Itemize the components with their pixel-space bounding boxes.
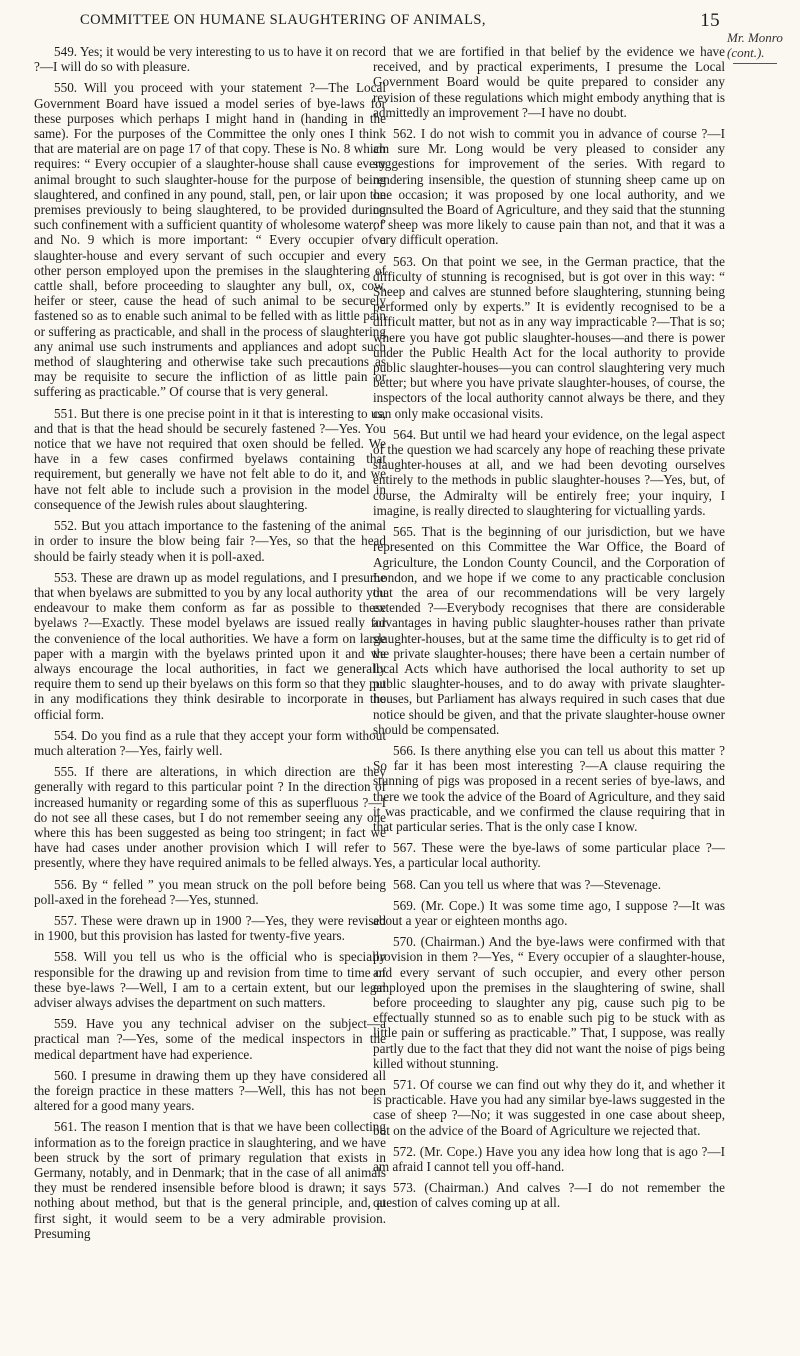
paragraph: that we are fortified in that belief by the evidence we have received, and by practical experiments, I presume the Local Government Board would be quite prepared to consider any revision of these regulations which might embody anything that is admittedly an improvement ?—I have no doubt. xyxy=(373,44,725,120)
paragraph: 554. Do you find as a rule that they accept your form without much alteration ?—Yes, fairly well. xyxy=(34,727,386,758)
left-column xyxy=(34,44,386,1247)
right-column xyxy=(373,44,725,1217)
margin-note xyxy=(727,30,793,64)
paragraph: 558. Will you tell us who is the official who is specially responsible for the drawing up and revision from time to time of these bye-laws ?—Well, I am to a certain extent, but our legal adviser always advises the department on such matters. xyxy=(34,949,386,1010)
paragraph: 562. I do not wish to commit you in advance of course ?—I am sure Mr. Long would be very pleased to consider any suggestions for improvement of the series. With regard to rendering insensible, the question of stunning sheep came up on one occasion; it was proposed by one local authority, and we consulted the Board of Agriculture, and they said that the stunning of sheep was more likely to cause pain than not, and that it was a very difficult operation. xyxy=(373,126,725,248)
paragraph: 550. Will you proceed with your statement ?—The Local Government Board have issued a model series of bye-laws for these purposes which perhaps I might hand in (handing in the same). For the purposes of the Committee the only ones I think that are material are on page 17 of that copy. These is No. 8 which requires: “ Every occupier of a slaughter-house shall cause every animal brought to such slaughter-house for the purpose of being slaughtered, and confined in any pound, stall, pen, or lair upon the premises previously to being slaughtered, to be provided during such confinement with a sufficient quantity of wholesome water; ” and No. 9 which is more important: “ Every occupier of a slaughter-house and every servant of such occupier and every other person employed upon the premises in the slaughtering of cattle shall, before proceeding to slaughter any bull, ox, cow, heifer or steer, cause the head of such animal to be securely fastened so as to enable such animal to be felled with as little pain or suffering as practicable, and shall in the process of slaughtering any animal use such instruments and appliances and adopt such method of slaughtering and otherwise take such precautions as may be requisite to secure the infliction of as little pain or suffering as practicable.” Of course that is very general. xyxy=(34,80,386,400)
witness-name: Mr. Monro xyxy=(727,30,783,45)
paragraph: 566. Is there anything else you can tell us about this matter ? So far it has been most interesting ?—A clause requiring the stunning of pigs was proposed in a recent series of bye-laws, and there we took the advice of the Board of Agriculture, and they said it was practicable, and we confirmed the clause requiring that in that particular series. That is the only case I know. xyxy=(373,742,725,834)
page-number: 15 xyxy=(700,10,720,31)
paragraph: 569. (Mr. Cope.) It was some time ago, I suppose ?—It was about a year or eighteen months ago. xyxy=(373,897,725,928)
paragraph: 561. The reason I mention that is that we have been collecting information as to the foreign practice in slaughtering, and we have been struck by the sort of primary regulation that exists in Germany, notably, and in Denmark; that in the case of all animals they must be rendered insensible before blood is drawn; it says nothing about method, but that is the general principle, and, at first sight, it would seem to be a very admirable provision. Presuming xyxy=(34,1119,386,1241)
paragraph: 555. If there are alterations, in which direction are they generally with regard to this particular point ? In the direction of increased humanity or regarding some of this as superfluous ?—I do not see all these cases, but I do not remember seeing any one where this has been suggested as being too stringent; in fact we have had cases under another provision which I will refer to presently, where they have required animals to be felled always. xyxy=(34,764,386,871)
paragraph: 552. But you attach importance to the fastening of the animal in order to insure the blow being fair ?—Yes, so that the head should be fairly steady when it is poll-axed. xyxy=(34,518,386,564)
paragraph: 560. I presume in drawing them up they have considered all the foreign practice in these matters ?—Well, this has not been altered for a good many years. xyxy=(34,1067,386,1114)
running-title: COMMITTEE ON HUMANE SLAUGHTERING OF ANIMALS, xyxy=(80,12,486,28)
paragraph: 565. That is the beginning of our jurisdiction, but we have represented on this Committee the War Office, the Board of Agriculture, the London County Council, and the Corporation of London, and we hope if we come to any practicable conclusion that the area of our recommendations will be very largely extended ?—Everybody recognises that there are considerable advantages in having public slaughter-houses rather than private slaughter-houses, but at the same time the difficulty is to get rid of the private slaughter-houses; there have been a certain number of local Acts which have authorised the local authority to set up public slaughter-houses, and to do away with private slaughter-houses, but Parliament has always required in such cases that due notice should be given, and that the private slaughter-house owner should be compensated. xyxy=(373,524,725,737)
paragraph: 563. On that point we see, in the German practice, that the difficulty of stunning is recognised, but is got over in this way: “ Sheep and calves are stunned before slaughtering, stunning being performed only by experts.” It is evidently recognised to be a difficult matter, but not as in any way impracticable ?—That is so; where you have got public slaughter-houses—and there is power under the Public Health Act for the local authority to provide public slaughter-houses—you can control slaughtering very much better; but where you have private slaughter-houses, of course, the inspectors of the local authority cannot always be there, and they can only make occasional visits. xyxy=(373,253,725,421)
paragraph: 564. But until we had heard your evidence, on the legal aspect of the question we had scarcely any hope of reaching these private slaughter-houses at all, and we had been devoting ourselves entirely to the methods in public slaughter-houses ?—Yes, but, of course, the Admiralty will be entirely free; your inquiry, I imagine, is really directed to slaughtering for victualling yards. xyxy=(373,426,725,518)
paragraph: 571. Of course we can find out why they do it, and whether it is practicable. Have you had any similar bye-laws suggested in the case of sheep ?—No; it was suggested in one case about sheep, but on the advice of the Board of Agriculture we rejected that. xyxy=(373,1077,725,1138)
paragraph: 572. (Mr. Cope.) Have you any idea how long that is ago ?—I am afraid I cannot tell you off-hand. xyxy=(373,1143,725,1175)
paragraph: 567. These were the bye-laws of some particular place ?—Yes, a particular local authority. xyxy=(373,840,725,871)
witness-cont: (cont.). xyxy=(727,45,765,60)
page-header xyxy=(30,10,720,34)
paragraph: 568. Can you tell us where that was ?—Stevenage. xyxy=(393,876,662,892)
paragraph: 573. (Chairman.) And calves ?—I do not remember the question of calves coming up at all. xyxy=(373,1180,725,1211)
paragraph: 570. (Chairman.) And the bye-laws were confirmed with that provision in them ?—Yes, “ Every occupier of a slaughter-house, and every servant of such occupier, and every other person employed upon the premises in the slaughtering of swine, shall before proceeding to slaughter any pig, cause such pig to be effectually stunned so as to enable such pig to be stuck with as little pain or suffering as practicable.” That, I suppose, was really partly due to the fact that they did not want the noise of pigs being killed without stunning. xyxy=(373,934,725,1071)
paragraph: 559. Have you any technical adviser on the subject—a practical man ?—Yes, some of the medical inspectors in the medical department have had experience. xyxy=(34,1016,386,1062)
margin-rule xyxy=(733,63,777,64)
paragraph: 556. By “ felled ” you mean struck on the poll before being poll-axed in the forehead ?—Yes, stunned. xyxy=(34,876,386,907)
paragraph: 557. These were drawn up in 1900 ?—Yes, they were revised in 1900, but this provision has lasted for twenty-five years. xyxy=(34,912,386,944)
paragraph: 553. These are drawn up as model regulations, and I presume that when byelaws are submitted to you by any local authority you endeavour to make them conform as far as possible to these byelaws ?—Exactly. These model byelaws are issued really for the convenience of the local authorities. We have a form on large paper with a margin with the byelaws printed upon it and we always encourage the local authorities, in fact we generally require them to send up their byelaws on this form so that they put in any modifications they think desirable to incorporate in the official form. xyxy=(34,569,386,722)
paragraph: 549. Yes; it would be very interesting to us to have it on record ?—I will do so with pleasure. xyxy=(34,44,386,75)
paragraph: 551. But there is one precise point in it that is interesting to us, and that is that the head should be securely fastened ?—Yes. You notice that we have not required that oxen should be felled. We have in a few cases confirmed byelaws containing that requirement, but generally we have not felt able to do it, and we have not felt able to include such a provision in the model in consequence of the Jewish rules about slaughtering. xyxy=(34,405,386,512)
